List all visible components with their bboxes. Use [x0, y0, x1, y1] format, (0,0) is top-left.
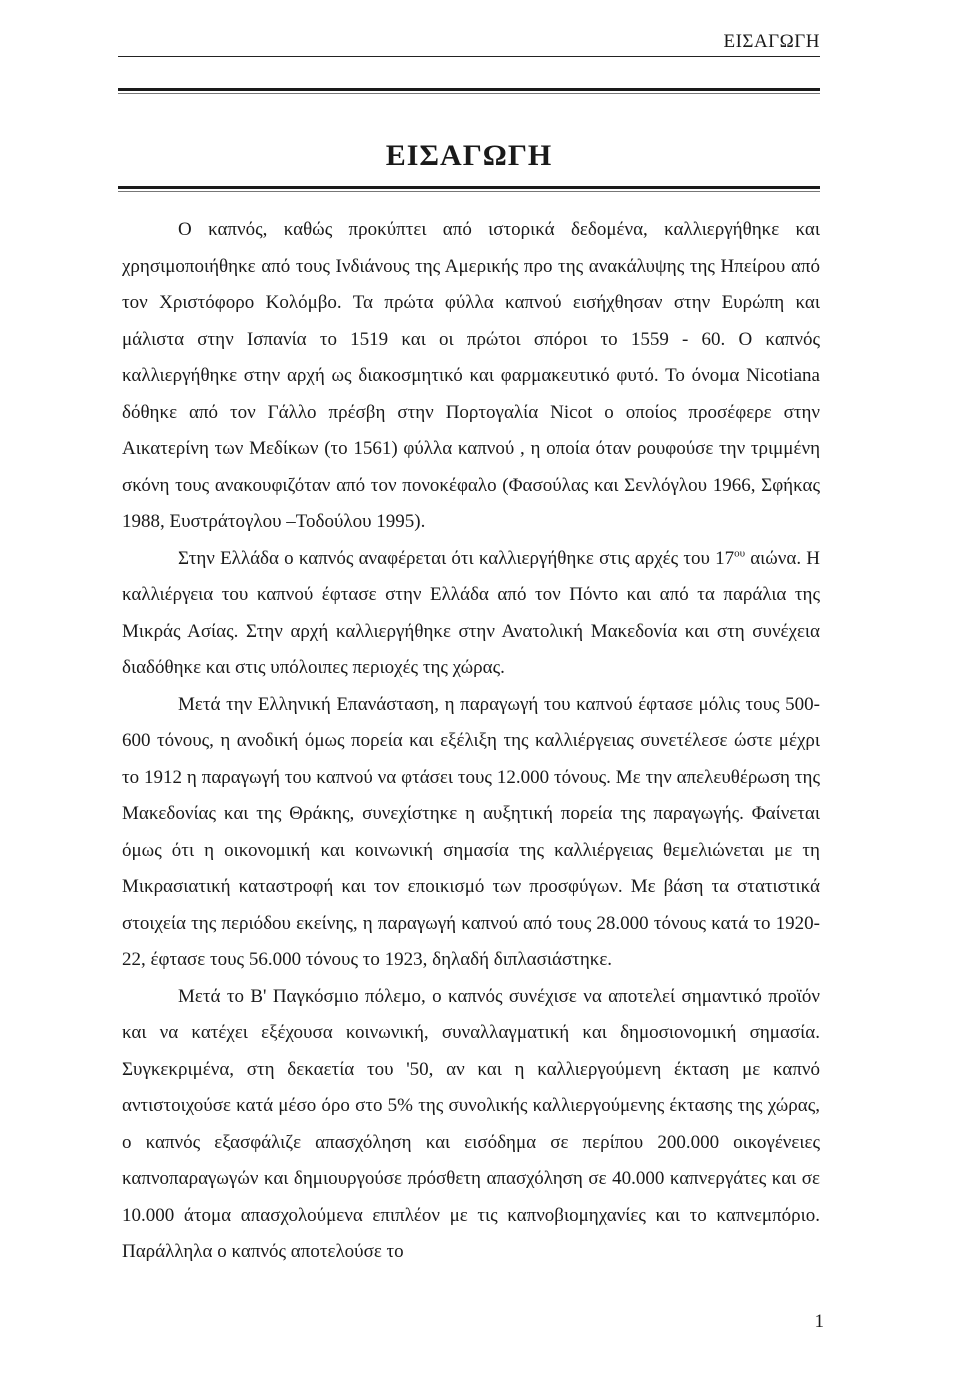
bottom-rule-thin: [118, 191, 820, 192]
chapter-title: ΕΙΣΑΓΩΓΗ: [385, 139, 553, 172]
paragraph-1: Ο καπνός, καθώς προκύπτει από ιστορικά δεδομένα, καλλιεργήθηκε και χρησιμοποιήθηκε από τους Ινδιάνους της Αμερικής προ της ανακάλυψης της Ηπείρου από τον Χριστόφορο Κολόμβο. Τα πρώτα φύλλα καπνού εισήχθησαν στην Ευρώπη και μάλιστα στην Ισπανία το 1519 και οι πρώτοι σπόροι το 1559 - 60. Ο καπνός καλλιεργήθηκε στην αρχή ως διακοσμητικό και φαρμακευτικό φυτό. Το όνομα Nicotiana δόθηκε από τον Γάλλο πρέσβη στην Πορτογαλία Nicot ο οποίος προσέφερε στην Αικατερίνη των Μεδίκων (το 1561) φύλλα καπνού , η οποία όταν ρουφούσε την τριμμένη σκόνη τους ανακουφιζόταν από τον πονοκέφαλο (Φασούλας και Σενλόγλου 1966, Σφήκας 1988, Ευστράτογλου –Τοδούλου 1995).: [122, 219, 820, 532]
running-header-title: ΕΙΣΑΓΩΓΗ: [723, 31, 820, 52]
running-header: [118, 30, 820, 57]
paragraph-2-start: Στην Ελλάδα ο καπνός αναφέρεται ότι καλλιεργήθηκε στις αρχές του 17: [178, 547, 735, 569]
bottom-rule-thick: [118, 186, 820, 189]
top-rule-thick: [118, 88, 820, 91]
top-rule-thin: [118, 93, 820, 94]
paragraph-2-end: αιώνα. Η καλλιέργεια του καπνού έφτασε στην Ελλάδα από τον Πόντο και από τα παράλια της Μικράς Ασίας. Στην αρχή καλλιεργήθηκε στην Ανατολική Μακεδονία και στη συνέχεια διαδόθηκε και στις υπόλοιπες περιοχές της χώρας.: [122, 547, 821, 678]
paragraph-3: Μετά την Ελληνική Επανάσταση, η παραγωγή του καπνού έφτασε μόλις τους 500-600 τόνους, η ανοδική όμως πορεία και εξέλιξη της καλλιέργειας συνετέλεσε ώστε μέχρι το 1912 η παραγωγή του καπνού να φτάσει τους 12.000 τόνους. Με την απελευθέρωση της Μακεδονίας και της Θράκης, συνεχίστηκε η αυξητική πορεία της παραγωγής. Φαίνεται όμως ότι η οικονομική και κοινωνική σημασία της καλλιέργειας θεμελιώνεται με τη Μικρασιατική καταστροφή και τον εποικισμό των προσφύγων. Με βάση τα στατιστικά στοιχεία της περιόδου εκείνης, η παραγωγή καπνού από τους 28.000 τόνους κατά το 1920-22, έφτασε τους 56.000 τόνους το 1923, δηλαδή διπλασιάστηκε.: [122, 693, 820, 970]
paragraph-2: [122, 541, 820, 687]
page-number: 1: [814, 1311, 824, 1332]
ordinal-superscript: ου: [734, 547, 746, 560]
paragraph-4: Μετά το Β' Παγκόσμιο πόλεμο, ο καπνός συνέχισε να αποτελεί σημαντικό προϊόν και να κατέχει εξέχουσα κοινωνική, συναλλαγματική και δημοσιονομική σημασία. Συγκεκριμένα, στη δεκαετία του '50, αν και η καλλιεργούμενη έκταση με καπνό αντιστοιχούσε κατά μέσο όρο στο 5% της συνολικής καλλιεργούμενης έκτασης της χώρας, ο καπνός εξασφάλιζε απασχόληση και εισόδημα σε περίπου 200.000 οικογένειες καπνοπαραγωγών και δημιουργούσε πρόσθετη απασχόληση σε 40.000 καπνεργάτες και σε 10.000 άτομα απασχολούμενα επιπλέον με τις καπνοβιομηχανίες και το καπνεμπόριο. Παράλληλα ο καπνός αποτελούσε το: [122, 985, 820, 1262]
body-text: [122, 212, 820, 1271]
